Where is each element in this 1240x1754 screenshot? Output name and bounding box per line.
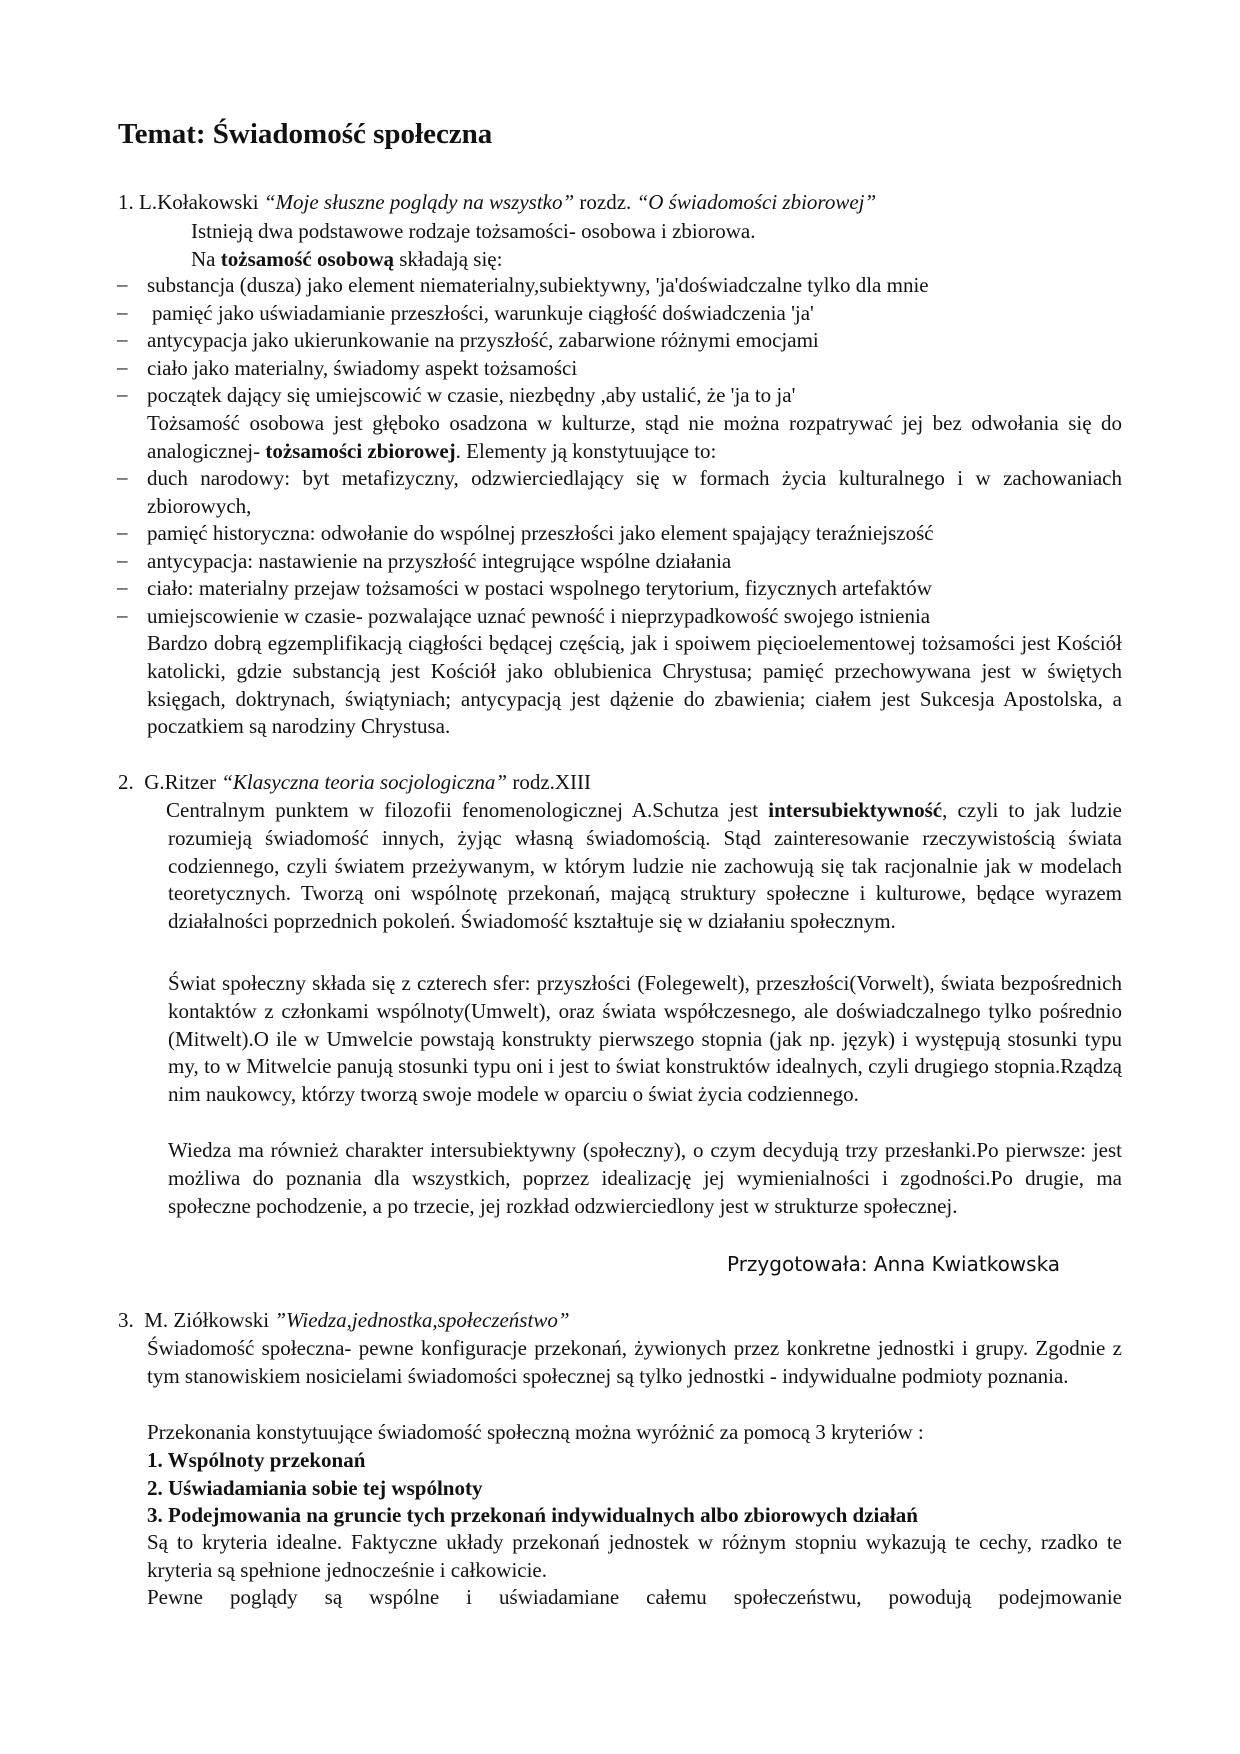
list-item: substancja (dusza) jako element niematerialny,subiektywny, 'ja'doświadczalne tylko dla mnie (147, 273, 929, 297)
list-item: duch narodowy: byt metafizyczny, odzwierciedlający się w formach życia kulturalnego i w zachowaniach zbiorowych, (147, 466, 1122, 518)
section-3-paragraph-2: Przekonania konstytuujące świadomość społeczną można wyróżnić za pomocą 3 kryteriów : (147, 1420, 924, 1444)
criterion-2: 2. Uświadamiania sobie tej wspólnoty (147, 1476, 483, 1500)
section-2-paragraph-3: Wiedza ma również charakter intersubiektywny (społeczny), o czym decydują trzy przesłanki.Po pierwsze: jest możliwa do poznania dla wszystkich, poprzez idealizację jej wymienialności i zgodności.Po drugie, ma społeczne pochodzenie, a po trzecie, jej rozkład odzwierciedlony jest w strukturze społecznej. (168, 1138, 1122, 1218)
list-item: pamięć historyczna: odwołanie do wspólnej przeszłości jako element spajający teraźniejszość (147, 521, 934, 545)
intersubjectivity-term: intersubiektywność (768, 798, 943, 822)
section-3-paragraph-3: Są to kryteria idealne. Faktyczne układy przekonań jednostek w różnym stopniu wykazują te cechy, rzadko te kryteria są spełnione jednocześnie i całkowicie. (147, 1530, 1122, 1582)
section-3-number: 3. (118, 1308, 134, 1332)
section-2-author: G.Ritzer (144, 770, 216, 794)
collective-identity-term: tożsamości zbiorowej (265, 438, 456, 463)
section-2-number: 2. (118, 770, 134, 794)
list-item: pamięć jako uświadamianie przeszłości, warunkuje ciągłość doświadczenia 'ja' (152, 301, 814, 325)
list-dash: – (117, 355, 128, 379)
list-dash: – (117, 327, 128, 351)
section-3-paragraph-1: Świadomość społeczna- pewne konfiguracje przekonań, żywionych przez konkretne jednostki i grupy. Zgodnie z tym stanowiskiem nosicielami świadomości społecznej są tylko jednostki - indywidualne podmioty poznania. (147, 1336, 1122, 1388)
list-dash: – (117, 382, 128, 406)
list-item: ciało: materialny przejaw tożsamości w postaci wspolnego terytorium, fizycznych artefaktów (147, 576, 932, 600)
section-3-author: M. Ziółkowski (144, 1308, 270, 1332)
collective-identity-intro: Tożsamość osobowa jest głęboko osadzona w kulturze, stąd nie można rozpatrywać jej bez odwołania się do analogicznej- tożsamości zbiorowej. Elementy ją konstytuujące to: (147, 411, 1122, 463)
section-2-book: “Klasyczna teoria socjologiczna” (221, 770, 508, 794)
section-1-intro: Istnieją dwa podstawowe rodzaje tożsamości- osobowa i zbiorowa. (191, 219, 756, 243)
list-dash: – (117, 520, 128, 544)
list-item: początek dający się umiejscowić w czasie, niezbędny ,aby ustalić, że 'ja to ja' (147, 383, 796, 407)
section-3-book: ”Wiedza,jednostka,społeczeństwo” (274, 1308, 570, 1332)
list-item: ciało jako materialny, świadomy aspekt tożsamości (147, 356, 578, 380)
section-2-paragraph-1: Centralnym punktem w filozofii fenomenologicznej A.Schutza jest intersubiektywność, czyli to jak ludzie rozumieją świadomość innych, żyjąc własną świadomością. Stąd zainteresowanie rzeczywistością świata codziennego, czyli światem przeżywanym, w którym ludzie nie zachowują się tak racjonalnie jak w modelach teoretycznych. Tworzą oni wspólnotę przekonań, mającą struktury społeczne i kulturowe, będące wyrazem działalności poprzednich pokoleń. Świadomość kształtuje się w działaniu społecznym. (166, 798, 1122, 934)
personal-identity-intro: Na tożsamość osobową składają się: (191, 247, 503, 271)
section-1-chapter-prefix: rozdz. (579, 190, 632, 214)
author-signature: Przygotowała: Anna Kwiatkowska (727, 1252, 1061, 1276)
personal-identity-term: tożsamość osobową (220, 247, 394, 271)
list-dash: – (117, 548, 128, 572)
section-1-book: “Moje słuszne poglądy na wszystko” (263, 190, 575, 214)
list-item: antycypacja jako ukierunkowanie na przyszłość, zabarwione różnymi emocjami (147, 328, 819, 352)
criterion-1: 1. Wspólnoty przekonań (147, 1448, 366, 1472)
section-3-heading (118, 1308, 570, 1333)
list-dash: – (117, 272, 128, 296)
section-2-chapter: rodz.XIII (512, 770, 592, 794)
section-1-closing: Bardzo dobrą egzemplifikacją ciągłości będącej częścią, jak i spoiwem pięcioelementowej tożsamości jest Kościół katolicki, gdzie substancją jest Kościół jako oblubienica Chrystusa; pamięć przechowywana jest w świętych księgach, doktrynach, świątyniach; antycypacją jest dążenie do zbawienia; ciałem jest Sukcesja Apostolska, a poczatkiem są narodziny Chrystusa. (147, 631, 1122, 739)
section-1-number: 1. (118, 190, 134, 214)
page-title: Temat: Świadomość społeczna (118, 118, 493, 150)
section-1-author: L.Kołakowski (139, 190, 259, 214)
section-2-heading (118, 770, 591, 795)
section-1-heading (118, 190, 876, 215)
list-dash: – (117, 575, 128, 599)
list-dash: – (117, 603, 128, 627)
list-item: umiejscowienie w czasie- pozwalające uznać pewność i nieprzypadkowość swojego istnienia (147, 604, 931, 628)
list-dash: – (117, 300, 128, 324)
section-3-paragraph-4: Pewne poglądy są wspólne i uświadamiane całemu społeczeństwu, powodują podejmowanie (147, 1585, 1122, 1609)
section-1-chapter: “O świadomości zbiorowej” (636, 190, 877, 214)
list-item: antycypacja: nastawienie na przyszłość integrujące wspólne działania (147, 549, 732, 573)
section-2-paragraph-2: Świat społeczny składa się z czterech sfer: przyszłości (Folegewelt), przeszłości(Vorwelt), świata bezpośrednich kontaktów z członkami wspólnoty(Umwelt), oraz świata współczesnego, ale doświadczalnego tylko pośrednio (Mitwelt).O ile w Umwelcie powstają konstrukty pierwszego stopnia (jak np. język) i występują stosunki typu my, to w Mitwelcie panują stosunki typu oni i jest to świat konstruktów idealnych, czyli drugiego stopnia.Rządzą nim naukowcy, którzy tworzą swoje modele w oparciu o świat życia codziennego. (168, 971, 1122, 1107)
criterion-3: 3. Podejmowania na gruncie tych przekonań indywidualnych albo zbiorowych działań (147, 1503, 918, 1527)
list-dash: – (117, 465, 128, 489)
